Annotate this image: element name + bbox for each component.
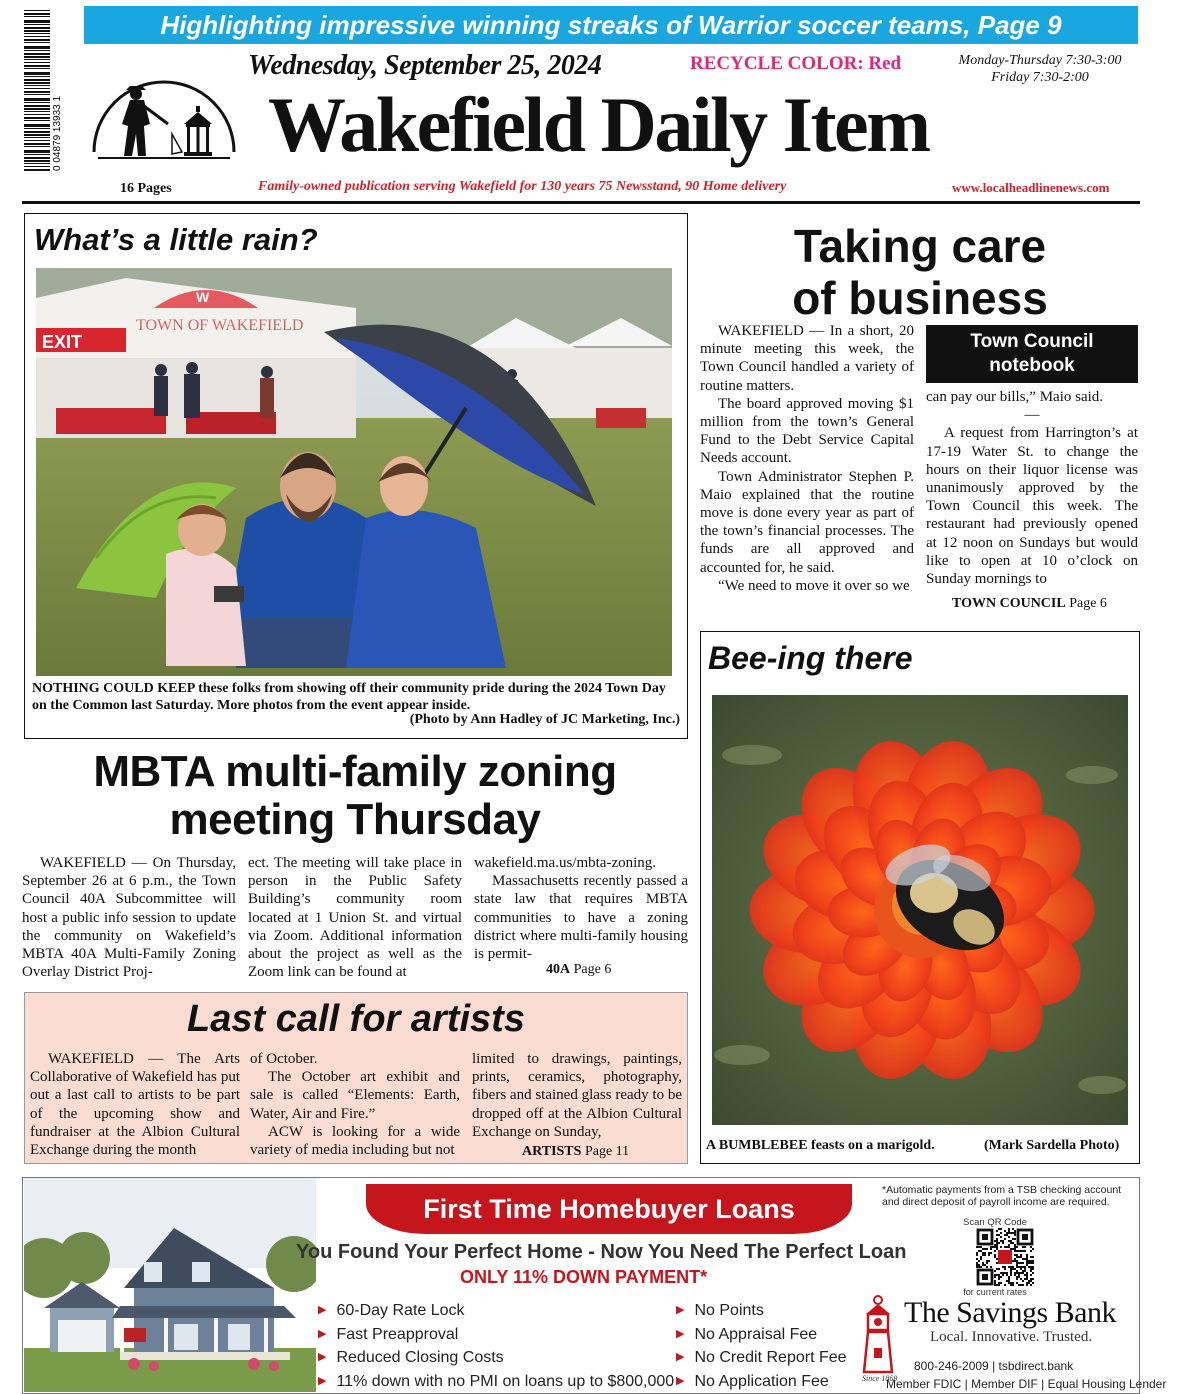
artists-column-2 (250, 1050, 460, 1159)
business-jump-key: TOWN COUNCIL (952, 596, 1066, 611)
ad-footnote: *Automatic payments from a TSB checking account and direct deposit of payroll income are required. (882, 1184, 1122, 1208)
ad-features-left (318, 1300, 674, 1394)
ad-feature-item: ▶ No Application Fee (676, 1371, 847, 1394)
artists-column-1 (30, 1050, 240, 1159)
artists-col1-para: WAKEFIELD — The Arts Collaborative of Wakefield has put out a last call to artists to be part of the upcoming show and fundraiser at the Albion Cultural Exchange during the month (30, 1051, 240, 1159)
minuteman-logo (88, 72, 240, 184)
ad-feature-item: ▶ 11% down with no PMI on loans up to $800,000 (318, 1371, 674, 1394)
rain-photo-caption: NOTHING COULD KEEP these folks from showing off their community pride during the 2024 Town Day on the Common last Saturday. More photos from the event appear inside. (32, 681, 666, 713)
qr-label: Scan QR Code (963, 1217, 1027, 1228)
mbta-col1-para: WAKEFIELD — On Thursday, September 26 at 6 p.m., the Town Council 40A Subcommittee will host a public info session to update the community on Wakefield’s MBTA 40A Multi-Family Zoning Overlay District Proj- (22, 855, 236, 981)
business-column-2 (926, 388, 1138, 588)
website-link[interactable]: www.localheadlinenews.com (952, 180, 1110, 195)
artists-headline: Last call for artists (187, 998, 525, 1040)
ad-feature-item: ▶ No Appraisal Fee (676, 1324, 847, 1348)
bank-since: Since 1869 (862, 1374, 898, 1383)
mbta-jump-key: 40A (546, 962, 571, 977)
artists-col3-para: limited to drawings, paintings, prints, ceramics, photography, fibers and stained glass ready to be dropped off at the Albion Cultural Exchange on Sunday, (472, 1051, 682, 1140)
top-banner[interactable]: Highlighting impressive winning streaks of Warrior soccer teams, Page 9 (84, 6, 1138, 44)
artists-jump-key: ARTISTS (522, 1144, 582, 1159)
ad-feature-item: ▶ Reduced Closing Costs (318, 1347, 674, 1371)
notebook-line1: Town Council (970, 331, 1094, 352)
mbta-col2-para: ect. The meeting will take place in person in the Public Safety Building’s community room located at 1 Union St. and virtual via Zoom. Additional information about the project as well as the Zoom link can be found at (248, 855, 462, 981)
business-jump[interactable] (952, 596, 1107, 612)
issue-date: Wednesday, September 25, 2024 (248, 50, 602, 81)
ad-features-right (676, 1300, 847, 1394)
qr-sublabel: for current rates (963, 1287, 1027, 1297)
artists-col2-para: The October art exhibit and sale is called “Elements: Earth, Water, Air and Fire.” (250, 1069, 460, 1122)
business-jump-page: Page 6 (1069, 596, 1107, 611)
business-col1-para: The board approved moving $1 million from the town’s General Fund to the Debt Service Capital Needs account. (700, 395, 914, 467)
business-col2-first: can pay our bills,” Maio said. (926, 389, 1104, 405)
mbta-headline (22, 748, 688, 844)
mbta-headline-line1: MBTA multi-family zoning (93, 747, 617, 796)
notebook-line2: notebook (989, 355, 1075, 376)
rain-photo-credit: (Photo by Ann Hadley of JC Marketing, Inc.) (409, 712, 680, 727)
ad-banner: First Time Homebuyer Loans (366, 1184, 852, 1234)
business-headline (700, 220, 1140, 324)
bee-photo-caption: A BUMBLEBEE feasts on a marigold. (706, 1138, 935, 1153)
recycle-color: RECYCLE COLOR: Red (690, 53, 902, 74)
mbta-col3-first: wakefield.ma.us/mbta-zoning. (474, 855, 657, 871)
town-day-photo (36, 268, 672, 676)
house-illustration (24, 1178, 316, 1392)
ad-feature-item: ▶ 60-Day Rate Lock (318, 1300, 674, 1324)
artists-jump[interactable] (522, 1144, 629, 1160)
tent-logo: W (196, 289, 210, 305)
barcode (20, 6, 64, 176)
ad-down-payment: ONLY 11% DOWN PAYMENT* (460, 1267, 708, 1287)
bee-headline: Bee-ing there (708, 640, 913, 676)
hours-weekday: Monday-Thursday 7:30-3:00 (958, 53, 1122, 68)
office-hours (950, 52, 1130, 86)
business-column-1 (700, 322, 914, 595)
marigold-bee-photo (712, 695, 1128, 1125)
rain-headline: What’s a little rain? (34, 222, 318, 257)
bank-tagline: Local. Innovative. Trusted. (930, 1329, 1093, 1345)
business-col1-para: WAKEFIELD — In a short, 20 minute meeting this week, the Town Council handled a variety of routine matters. (700, 323, 914, 394)
ad-subhead: You Found Your Perfect Home - Now You Need The Perfect Loan (296, 1241, 907, 1263)
mbta-jump[interactable] (546, 962, 611, 978)
artists-jump-page: Page 11 (584, 1144, 630, 1159)
business-col1-para: “We need to move it over so we (718, 577, 910, 594)
page-count: 16 Pages (120, 181, 172, 196)
paper-name: Wakefield Daily Item (268, 81, 929, 168)
mbta-column-3 (474, 854, 688, 963)
ad-feature-item: ▶ No Credit Report Fee (676, 1347, 847, 1371)
tent-exit-sign: EXIT (42, 332, 83, 352)
artists-col2-first: of October. (250, 1051, 318, 1067)
mbta-jump-page: Page 6 (573, 962, 612, 977)
mbta-col3-para: Massachusetts recently passed a state law that requires MBTA communities to have a zoning district where multi-family housing is permit- (474, 873, 688, 963)
business-col2-para: A request from Harrington’s at 17-19 Water St. to change the hours on their liquor license was unanimously approved by the Town Council this week. The restaurant had previously opened at 12 noon on Sundays but would like to open at 10 o’clock on Sunday mornings to (926, 425, 1138, 588)
ad-feature-item: ▶ Fast Preapproval (318, 1324, 674, 1348)
mbta-headline-line2: meeting Thursday (169, 795, 541, 844)
artists-col2-para: ACW is looking for a wide variety of media including but not (250, 1123, 460, 1159)
artists-column-3 (472, 1050, 682, 1141)
bank-membership: Member FDIC | Member DIF | Equal Housing Lender (886, 1377, 1167, 1391)
bank-name: The Savings Bank (904, 1296, 1116, 1329)
bee-photo-credit: (Mark Sardella Photo) (984, 1138, 1120, 1153)
bank-contact[interactable]: 800-246-2009 | tsbdirect.bank (914, 1359, 1074, 1373)
tagline: Family-owned publication serving Wakefield for 130 years 75 Newsstand, 90 Home delivery (258, 179, 787, 194)
lighthouse-logo (856, 1292, 900, 1380)
business-col1-para: Town Administrator Stephen P. Maio explained that the routine move is done every year as part of the town’s financial processes. The funds are all approved and accounted for, he said. (700, 468, 914, 576)
business-headline-line1: Taking care (793, 220, 1047, 272)
business-headline-line2: of business (792, 272, 1048, 324)
ad-feature-item: ▶ No Points (676, 1300, 847, 1324)
barcode-digits: 0 04879 13933 1 (52, 95, 63, 171)
separator-dash: — (1024, 407, 1040, 424)
masthead-rule (22, 201, 1140, 204)
town-council-notebook-label (926, 325, 1138, 383)
tent-banner-text: TOWN OF WAKEFIELD (136, 317, 304, 334)
qr-code[interactable] (976, 1228, 1034, 1286)
mbta-column-2 (248, 854, 462, 981)
hours-friday: Friday 7:30-2:00 (991, 70, 1089, 85)
mbta-column-1 (22, 854, 236, 981)
